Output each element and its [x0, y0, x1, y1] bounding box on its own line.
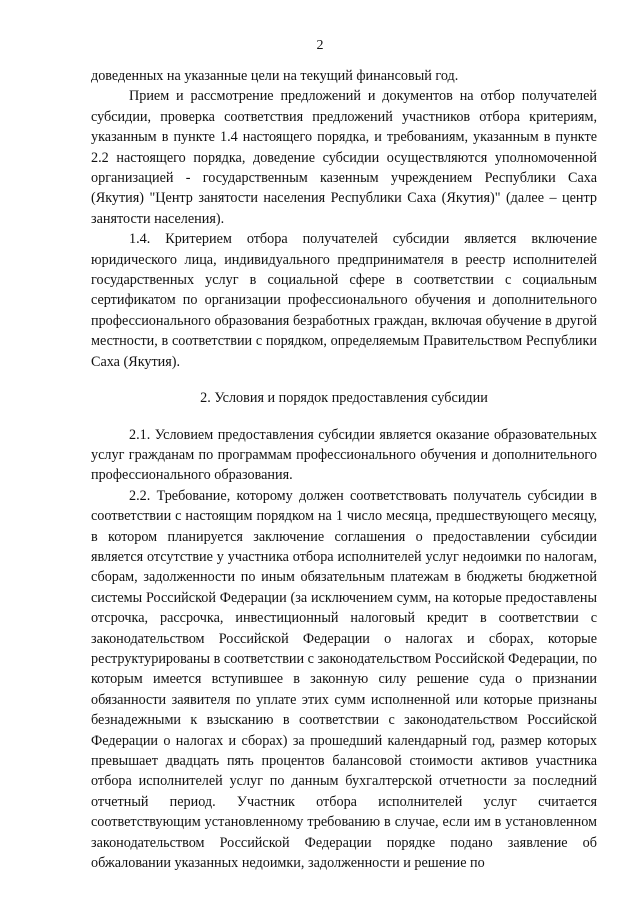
paragraph-2-2: 2.2. Требование, которому должен соответствовать получатель субсидии в соответствии с настоящим порядком на 1 число месяца, предшествующего месяцу, в котором планируется заключение соглашения о предоставлении субсидии является отсутствие у участника отбора исполнителей услуг недоимки по налогам, сборам, задолженности по иным обязательным платежам в бюджеты бюджетной системы Российской Федерации (за исключением сумм, на которые предоставлены отсрочка, рассрочка, инвестиционный налоговый кредит в соответствии с законодательством Российской Федерации о налогах и сборах, которые реструктурированы в соответствии с законодательством Российской Федерации, по которым имеется вступившее в законную силу решение суда о признании обязанности заявителя по уплате этих сумм исполненной или которые признаны безнадежными к взысканию в соответствии с законодательством Российской Федерации о налогах и сборах) за прошедший календарный год, размер которых превышает двадцать пять процентов балансовой стоимости активов участника отбора исполнителей услуг по данным бухгалтерской отчетности за последний отчетный период. Участник отбора исполнителей услуг считается соответствующим установленному требованию в случае, если им в установленном законодательством Российской Федерации порядке подано заявление об обжаловании указанных недоимки, задолженности и решение по [91, 487, 597, 872]
paragraph-continuation: доведенных на указанные цели на текущий финансовый год. [91, 68, 459, 84]
paragraph-2-1: 2.1. Условием предоставления субсидии является оказание образовательных услуг гражданам по программам профессионального обучения и дополнительного профессионального образования. [91, 426, 597, 484]
page-number: 2 [316, 38, 324, 53]
paragraph-1-4: 1.4. Критерием отбора получателей субсидии является включение юридического лица, индивидуального предпринимателя в реестр исполнителей государственных услуг в социальной сфере в соответствии с социальным сертификатом по организации профессионального обучения и дополнительного профессионального образования безработных граждан, включая обучение в другой местности, в соответствии с порядком, определяемым Правительством Республики Саха (Якутия). [91, 231, 597, 370]
paragraph-reception: Прием и рассмотрение предложений и документов на отбор получателей субсидии, проверка соответствия предложений участников отбора критериям, указанным в пункте 1.4 настоящего порядка, и требованиям, указанным в пункте 2.2 настоящего порядка, доведение субсидии осуществляются уполномоченной организацией - государственным казенным учреждением Республики Саха (Якутия) "Центр занятости населения Республики Саха (Якутия)" (далее – центр занятости населения). [91, 88, 597, 227]
document-body [91, 66, 597, 873]
section-heading: 2. Условия и порядок предоставления субсидии [200, 390, 488, 407]
